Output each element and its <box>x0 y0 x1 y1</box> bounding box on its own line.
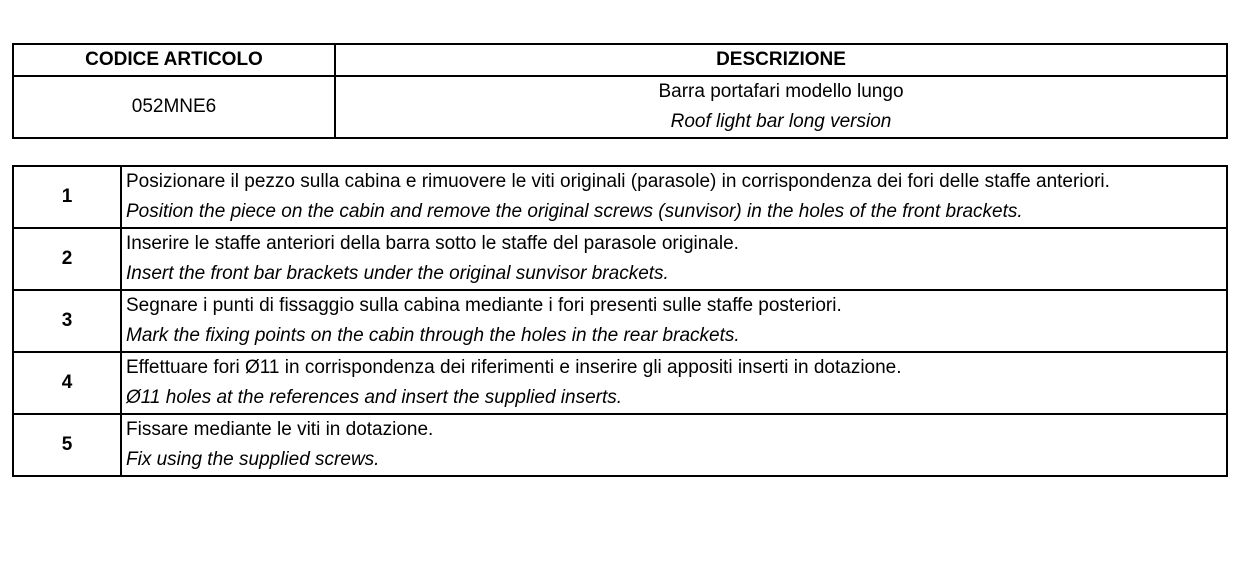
step-text <box>121 166 1227 228</box>
code-column-header: CODICE ARTICOLO <box>13 44 335 76</box>
step-text <box>121 414 1227 476</box>
description-italian: Barra portafari modello lungo <box>658 81 904 102</box>
step-text <box>121 352 1227 414</box>
step-number: 2 <box>13 228 121 290</box>
step-text-english: Ø11 holes at the references and insert the supplied inserts. <box>126 387 623 408</box>
description-english: Roof light bar long version <box>670 111 892 132</box>
step-row-1 <box>13 166 1227 228</box>
header-row <box>13 44 1227 76</box>
step-row-2 <box>13 228 1227 290</box>
article-row <box>13 76 1227 138</box>
step-text-italian: Fissare mediante le viti in dotazione. <box>126 419 434 440</box>
step-number: 3 <box>13 290 121 352</box>
step-text <box>121 228 1227 290</box>
description-column-header: DESCRIZIONE <box>335 44 1227 76</box>
instructions-table <box>12 165 1228 477</box>
step-text-english: Position the piece on the cabin and remove the original screws (sunvisor) in the holes of the front brackets. <box>126 201 1023 222</box>
article-description <box>335 76 1227 138</box>
step-text-english: Fix using the supplied screws. <box>126 449 380 470</box>
step-text-english: Insert the front bar brackets under the original sunvisor brackets. <box>126 263 669 284</box>
step-number: 1 <box>13 166 121 228</box>
step-text <box>121 290 1227 352</box>
step-text-italian: Inserire le staffe anteriori della barra sotto le staffe del parasole originale. <box>126 233 739 254</box>
step-text-english: Mark the fixing points on the cabin through the holes in the rear brackets. <box>126 325 740 346</box>
step-number: 5 <box>13 414 121 476</box>
step-row-4 <box>13 352 1227 414</box>
step-text-italian: Posizionare il pezzo sulla cabina e rimuovere le viti originali (parasole) in corrispondenza dei fori delle staffe anteriori. <box>126 171 1110 192</box>
article-code: 052MNE6 <box>13 76 335 138</box>
step-row-5 <box>13 414 1227 476</box>
step-row-3 <box>13 290 1227 352</box>
article-header-table <box>12 43 1228 139</box>
step-text-italian: Segnare i punti di fissaggio sulla cabina mediante i fori presenti sulle staffe posteriori. <box>126 295 842 316</box>
step-text-italian: Effettuare fori Ø11 in corrispondenza dei riferimenti e inserire gli appositi inserti in dotazione. <box>126 357 902 378</box>
step-number: 4 <box>13 352 121 414</box>
